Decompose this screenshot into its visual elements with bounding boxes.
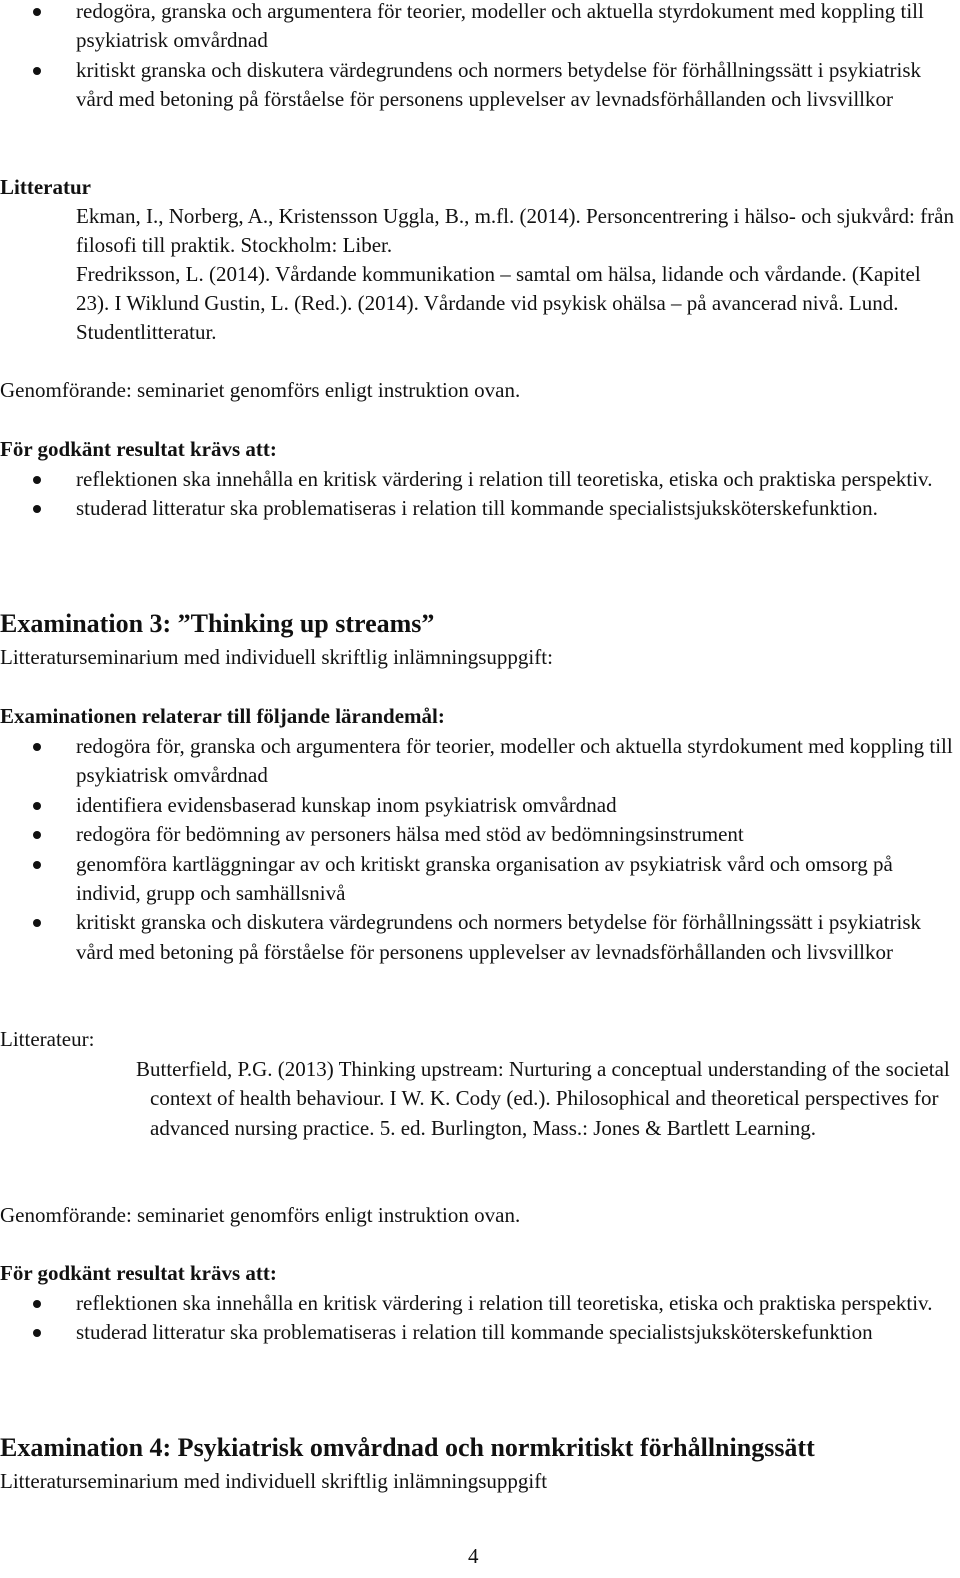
exam4-title: Examination 4: Psykiatrisk omvårdnad och normkritiskt förhållningssätt [0,1433,815,1462]
list-item: kritiskt granska och diskutera värdegrundens och normers betydelse för förhållningssätt i psykiatrisk vård med betoning på förståelse för personens upplevelser av levnadsförhållanden och livsvillkor [0,908,958,967]
list-item: identifiera evidensbaserad kunskap inom psykiatrisk omvårdnad [0,791,958,820]
reference-fredriksson: Fredriksson, L. (2014). Vårdande kommunikation – samtal om hälsa, lidande och vårdande. (Kapitel 23). I Wiklund Gustin, L. (Red.). (2014). Vårdande vid psykisk ohälsa – på avancerad nivå. Lund. Studentlitteratur. [76,262,921,345]
list-item: studerad litteratur ska problematiseras i relation till kommande specialistsjuksköterskefunktion. [0,494,958,523]
bullet-icon [33,8,41,16]
top-bullet-list [0,0,958,115]
literature-heading: Litteratur [0,175,91,199]
list-item: reflektionen ska innehålla en kritisk värdering i relation till teoretiska, etiska och praktiska perspektiv. [0,1289,958,1318]
page-number: 4 [468,1544,479,1568]
exam3-title: Examination 3: ”Thinking up streams” [0,609,435,638]
reference-butterfield: Butterfield, P.G. (2013) Thinking upstream: Nurturing a conceptual understanding of the societal context of health behaviour. I W. K. Cody (ed.). Philosophical and theoretical perspectives for advanced nursing practice. 5. ed. Burlington, Mass.: Jones & Bartlett Learning. [136,1057,950,1140]
pass-criteria-heading: För godkänt resultat krävs att: [0,437,277,461]
bullet-icon [33,476,41,484]
bullet-icon [33,802,41,810]
exam3-literature-heading: Litterateur: [0,1027,95,1051]
exam3-subtitle: Litteraturseminarium med individuell skriftlig inlämningsuppgift: [0,645,553,669]
exam3-pass-criteria-list [0,1289,958,1346]
exam3-goals-heading: Examinationen relaterar till följande lärandemål: [0,704,445,728]
implementation-text: Genomförande: seminariet genomförs enligt instruktion ovan. [0,378,521,402]
exam3-goals-list [0,732,958,967]
list-item: reflektionen ska innehålla en kritisk värdering i relation till teoretiska, etiska och praktiska perspektiv. [0,465,958,494]
bullet-icon [33,1300,41,1308]
list-item: studerad litteratur ska problematiseras i relation till kommande specialistsjuksköterskefunktion [0,1318,958,1347]
bullet-icon [33,1329,41,1337]
pass-criteria-list [0,465,958,522]
bullet-icon [33,67,41,75]
list-item: genomföra kartläggningar av och kritiskt granska organisation av psykiatrisk vård och omsorg på individ, grupp och samhällsnivå [0,850,958,909]
exam3-implementation-text: Genomförande: seminariet genomförs enligt instruktion ovan. [0,1203,521,1227]
list-item: redogöra för, granska och argumentera för teorier, modeller och aktuella styrdokument med koppling till psykiatrisk omvårdnad [0,732,958,791]
exam3-pass-criteria-heading: För godkänt resultat krävs att: [0,1261,277,1285]
exam4-subtitle: Litteraturseminarium med individuell skriftlig inlämningsuppgift [0,1469,548,1493]
bullet-icon [33,861,41,869]
list-item: kritiskt granska och diskutera värdegrundens och normers betydelse för förhållningssätt i psykiatrisk vård med betoning på förståelse för personens upplevelser av levnadsförhållanden och livsvillkor [0,56,958,115]
bullet-icon [33,831,41,839]
list-item: redogöra för bedömning av personers hälsa med stöd av bedömningsinstrument [0,820,958,849]
reference-ekman: Ekman, I., Norberg, A., Kristensson Uggla, B., m.fl. (2014). Personcentrering i hälso- och sjukvård: från filosofi till praktik. Stockholm: Liber. [76,204,954,258]
bullet-icon [33,919,41,927]
bullet-icon [33,743,41,751]
list-item: redogöra, granska och argumentera för teorier, modeller och aktuella styrdokument med koppling till psykiatrisk omvårdnad [0,0,958,56]
bullet-icon [33,505,41,513]
